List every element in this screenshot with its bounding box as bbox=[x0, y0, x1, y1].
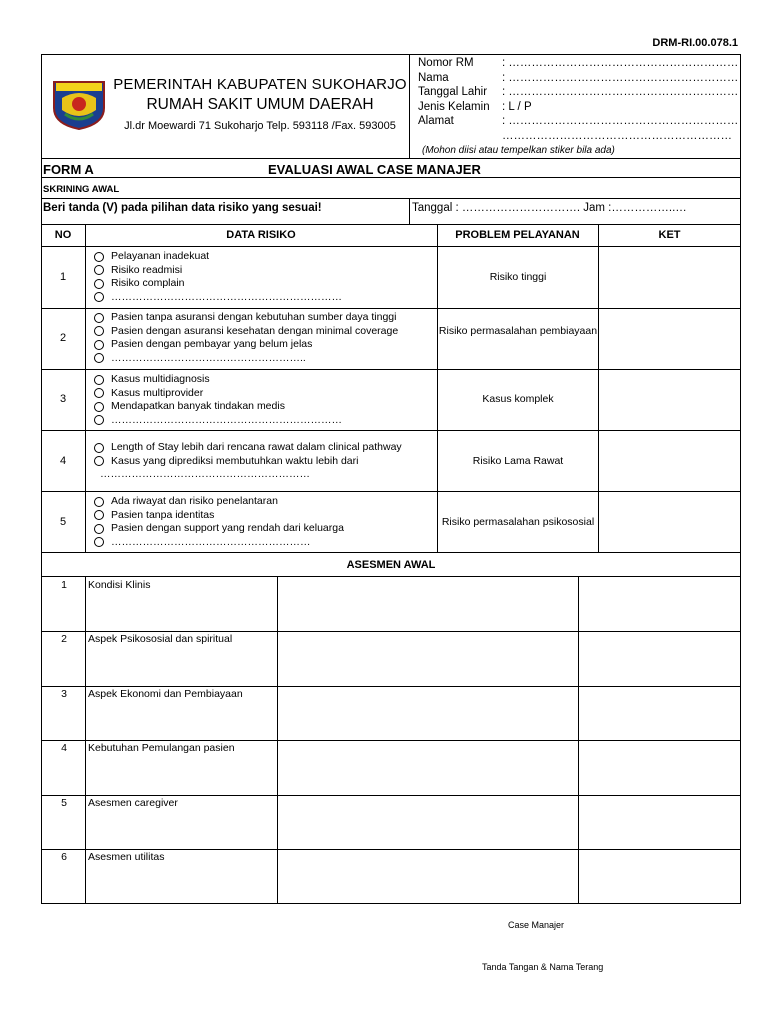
assessment-number: 2 bbox=[61, 633, 67, 645]
assessment-number: 3 bbox=[61, 688, 67, 700]
risk-option[interactable] bbox=[94, 414, 342, 428]
option-label: ………………………………………………… bbox=[111, 535, 311, 548]
risk-options bbox=[94, 441, 402, 482]
assessment-label: Kondisi Klinis bbox=[88, 579, 151, 591]
risk-option[interactable] bbox=[94, 373, 342, 387]
row-number: 3 bbox=[59, 393, 67, 405]
risk-option[interactable] bbox=[94, 509, 344, 523]
row-line bbox=[41, 740, 741, 741]
risk-option[interactable] bbox=[94, 264, 342, 278]
problem-label: Risiko Lama Rawat bbox=[472, 455, 564, 467]
duration-blank[interactable]: …………………………………………………… bbox=[100, 468, 310, 480]
birthdate-field[interactable]: : …………………………………………………… bbox=[502, 86, 739, 98]
radio-circle-icon[interactable] bbox=[94, 537, 104, 547]
date-divider bbox=[409, 198, 410, 224]
assessment-number: 4 bbox=[61, 742, 67, 754]
radio-circle-icon[interactable] bbox=[94, 510, 104, 520]
option-label: Pasien tanpa identitas bbox=[111, 508, 215, 521]
option-label: Length of Stay lebih dari rencana rawat dalam clinical pathway bbox=[111, 441, 402, 453]
col-line bbox=[598, 224, 599, 552]
section-label: SKRINING AWAL bbox=[43, 184, 120, 195]
assessment-label: Asesmen utilitas bbox=[88, 851, 165, 863]
patient-field bbox=[418, 85, 738, 100]
option-label: Risiko readmisi bbox=[111, 263, 183, 276]
hospital-address: Jl.dr Moewardi 71 Sukoharjo Telp. 593118 /Fax. 593005 bbox=[124, 120, 396, 132]
header-problem: PROBLEM PELAYANAN bbox=[455, 229, 580, 241]
header-no: NO bbox=[54, 229, 72, 241]
risk-option[interactable] bbox=[94, 325, 398, 339]
date-time-field[interactable]: Tanggal : …………………………. Jam :……………..… bbox=[412, 202, 687, 214]
address-field-2[interactable]: …………………………………………………… bbox=[502, 129, 732, 142]
radio-circle-icon[interactable] bbox=[94, 252, 104, 262]
patient-field bbox=[418, 56, 738, 71]
radio-circle-icon[interactable] bbox=[94, 326, 104, 336]
field-label: Nomor RM bbox=[418, 57, 474, 69]
address-field[interactable]: : …………………………………………………… bbox=[502, 115, 739, 127]
option-label: ………………………………………………………… bbox=[111, 413, 342, 426]
radio-circle-icon[interactable] bbox=[94, 375, 104, 385]
risk-options bbox=[94, 311, 398, 365]
risk-option[interactable] bbox=[94, 455, 402, 469]
risk-option[interactable] bbox=[94, 441, 402, 455]
risk-option[interactable] bbox=[94, 338, 398, 352]
assessment-number: 1 bbox=[61, 579, 67, 591]
hospital-name: RUMAH SAKIT UMUM DAERAH bbox=[146, 96, 374, 113]
risk-option[interactable] bbox=[94, 387, 342, 401]
option-label: Pasien dengan pembayar yang belum jelas bbox=[111, 338, 313, 350]
government-name: PEMERINTAH KABUPATEN SUKOHARJO bbox=[113, 76, 407, 93]
risk-option[interactable] bbox=[94, 536, 344, 550]
radio-circle-icon[interactable] bbox=[94, 279, 104, 289]
risk-option[interactable] bbox=[94, 495, 344, 509]
regency-logo bbox=[50, 78, 108, 130]
risk-options bbox=[94, 495, 344, 549]
row-line bbox=[41, 430, 741, 431]
radio-circle-icon[interactable] bbox=[94, 265, 104, 275]
option-label: Mendapatkan banyak tindakan medis bbox=[111, 400, 285, 412]
row-line bbox=[41, 576, 741, 577]
medical-record-field[interactable]: : …………………………………………………… bbox=[502, 57, 739, 69]
risk-option[interactable] bbox=[94, 522, 344, 536]
option-label: Pelayanan inadekuat bbox=[111, 250, 210, 262]
risk-option[interactable] bbox=[94, 277, 342, 291]
patient-field bbox=[418, 129, 738, 144]
radio-circle-icon[interactable] bbox=[94, 292, 104, 302]
assessment-label: Aspek Ekonomi dan Pembiayaan bbox=[88, 688, 243, 700]
header-data-risiko: DATA RISIKO bbox=[226, 229, 296, 241]
name-field[interactable]: : …………………………………………………… bbox=[502, 71, 739, 84]
option-label: Pasien dengan support yang rendah dari keluarga bbox=[111, 522, 344, 534]
assessment-number: 5 bbox=[61, 797, 67, 809]
form-title-line bbox=[41, 177, 741, 178]
risk-option[interactable] bbox=[94, 311, 398, 325]
option-label: Pasien tanpa asuransi dengan kebutuhan sumber daya tinggi bbox=[111, 311, 397, 323]
document-code: DRM-RI.00.078.1 bbox=[652, 37, 738, 49]
risk-option[interactable] bbox=[94, 291, 342, 305]
assessment-label: Kebutuhan Pemulangan pasien bbox=[88, 742, 235, 754]
field-label bbox=[418, 129, 502, 144]
form-title: EVALUASI AWAL CASE MANAJER bbox=[268, 162, 481, 177]
risk-options bbox=[94, 250, 342, 304]
problem-label: Risiko tinggi bbox=[489, 271, 547, 283]
assessment-title: ASESMEN AWAL bbox=[346, 559, 436, 571]
option-label: ………………………………………………………… bbox=[111, 290, 342, 303]
option-label: Kasus multidiagnosis bbox=[111, 373, 210, 385]
field-label: Nama bbox=[418, 71, 449, 84]
risk-option[interactable] bbox=[94, 400, 342, 414]
option-label: Ada riwayat dan risiko penelantaran bbox=[111, 495, 278, 507]
table-header-line bbox=[41, 246, 741, 247]
row-number: 4 bbox=[59, 455, 67, 467]
risk-option[interactable] bbox=[94, 352, 398, 366]
row-line bbox=[41, 491, 741, 492]
problem-label: Kasus komplek bbox=[482, 393, 554, 405]
radio-circle-icon[interactable] bbox=[94, 443, 104, 453]
radio-circle-icon[interactable] bbox=[94, 353, 104, 363]
signature-label: Tanda Tangan & Nama Terang bbox=[482, 962, 604, 972]
row-line bbox=[41, 308, 741, 309]
option-label: Kasus yang diprediksi membutuhkan waktu lebih dari bbox=[111, 454, 359, 467]
radio-circle-icon[interactable] bbox=[94, 456, 104, 466]
assessment-label: Asesmen caregiver bbox=[88, 797, 178, 809]
option-label: Kasus multiprovider bbox=[111, 386, 204, 399]
radio-circle-icon[interactable] bbox=[94, 402, 104, 412]
radio-circle-icon[interactable] bbox=[94, 497, 104, 507]
gender-field[interactable]: : L / P bbox=[502, 100, 532, 113]
patient-field bbox=[418, 114, 738, 129]
problem-label: Risiko permasalahan psikososial bbox=[441, 516, 595, 528]
radio-circle-icon[interactable] bbox=[94, 388, 104, 398]
row-number: 5 bbox=[59, 516, 67, 528]
patient-field bbox=[418, 100, 738, 115]
row-line bbox=[41, 631, 741, 632]
assessment-label: Aspek Psikososial dan spiritual bbox=[88, 633, 233, 645]
radio-circle-icon[interactable] bbox=[94, 524, 104, 534]
instruction-text: Beri tanda (V) pada pilihan data risiko yang sesuai! bbox=[43, 202, 322, 214]
row-line bbox=[41, 552, 741, 553]
signature-role: Case Manajer bbox=[508, 920, 565, 930]
patient-identity bbox=[418, 56, 738, 159]
field-label: Jenis Kelamin bbox=[418, 100, 490, 113]
col-line bbox=[85, 224, 86, 552]
option-label: Pasien dengan asuransi kesehatan dengan minimal coverage bbox=[111, 324, 399, 337]
radio-circle-icon[interactable] bbox=[94, 340, 104, 350]
row-line bbox=[41, 849, 741, 850]
row-number: 1 bbox=[59, 271, 67, 283]
field-label: Alamat bbox=[418, 115, 454, 127]
problem-label: Risiko permasalahan pembiayaan bbox=[438, 325, 598, 337]
row-line bbox=[41, 369, 741, 370]
radio-circle-icon[interactable] bbox=[94, 313, 104, 323]
instruction-line bbox=[41, 224, 741, 225]
field-label: Tanggal Lahir bbox=[418, 86, 488, 98]
option-label: Risiko complain bbox=[111, 277, 185, 289]
header-ket: KET bbox=[658, 229, 681, 241]
form-code: FORM A bbox=[43, 162, 94, 177]
option-label: ……………………………………………….. bbox=[111, 351, 306, 364]
sticker-note: (Mohon diisi atau tempelkan stiker bila ada) bbox=[422, 145, 615, 156]
radio-circle-icon[interactable] bbox=[94, 415, 104, 425]
assessment-number: 6 bbox=[61, 851, 67, 863]
risk-option[interactable] bbox=[94, 250, 342, 264]
patient-field bbox=[418, 71, 738, 86]
risk-options bbox=[94, 373, 342, 427]
row-line bbox=[41, 686, 741, 687]
screening-line bbox=[41, 198, 741, 199]
row-number: 2 bbox=[59, 332, 67, 344]
row-line bbox=[41, 795, 741, 796]
